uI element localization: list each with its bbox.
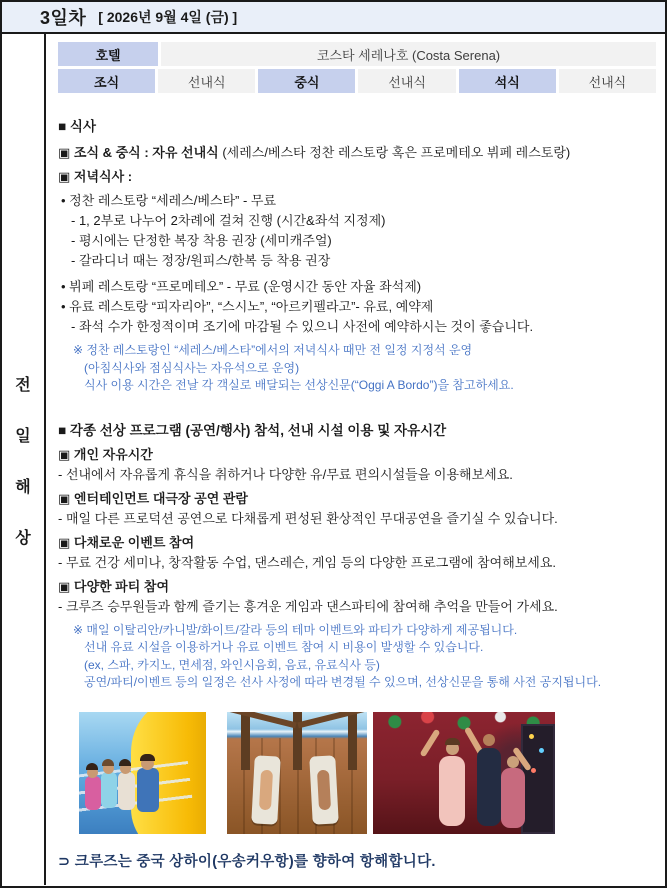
vertical-label-char: 전: [15, 377, 31, 394]
sail-destination-notice: ⊃ 크루즈는 중국 상하이(우송커우항)를 향하여 항해합니다.: [58, 853, 436, 870]
dinner-item: - 1, 2부로 나누어 2차례에 걸쳐 진행 (시간&좌석 지정제): [71, 213, 386, 228]
day-header: [2, 2, 665, 34]
pergola-post: [348, 712, 357, 770]
dinner-heading: ▣ 저녁식사 :: [58, 169, 133, 184]
dinner-item: - 좌석 수가 한정적이며 조기에 마감될 수 있으니 사전에 예약하시는 것이 좋습니다.: [71, 319, 534, 334]
program-note: ※ 매일 이탈리안/카니발/화이트/갈라 등의 테마 이벤트와 파티가 다양하게 제공됩니다.: [73, 622, 518, 637]
sun-loungers-deck-photo: [227, 712, 367, 834]
program-block-heading: ▣ 다채로운 이벤트 참여: [58, 534, 195, 550]
party-woman-figure: [439, 756, 465, 826]
program-block-heading: ▣ 엔터테인먼트 대극장 공연 관람: [58, 490, 248, 506]
program-note: 공연/파티/이벤트 등의 일정은 선사 사정에 따라 변경될 수 있으며, 선상신문을 통해 사전 공지됩니다.: [84, 675, 602, 689]
breakfast-label-cell: 조식: [58, 69, 155, 93]
program-block-desc: - 무료 건강 세미나, 창작활동 수업, 댄스레슨, 게임 등의 다양한 프로그램에 참여해보세요.: [58, 554, 557, 570]
slot-light: [539, 748, 544, 753]
casino-party-photo: [373, 712, 555, 834]
date-title: [ 2026년 9월 4일 (금) ]: [98, 9, 238, 25]
passenger-figure: [85, 776, 101, 810]
day-title: 3일차: [40, 8, 87, 28]
meal-note: (아침식사와 점심식사는 자유석으로 운영): [84, 360, 300, 375]
at-sea-vertical-label: [2, 372, 44, 548]
program-block-desc: - 크루즈 승무원들과 함께 즐기는 흥겨운 게임과 댄스파티에 참여해 추억을 만들어 가세요.: [58, 598, 558, 614]
breakfast-lunch-normal: (세레스/베스타 정찬 레스토랑 혹은 프로메테오 뷔페 레스토랑): [218, 145, 571, 160]
dinner-item: - 갈라디너 때는 정장/원피스/한복 등 착용 권장: [71, 253, 331, 268]
meal-note: ※ 정찬 레스토랑인 “세레스/베스타”에서의 저녁식사 때만 전 일정 지정석 운영: [73, 343, 473, 357]
meals-row: [58, 69, 656, 93]
passengers-deck-funnel-photo: [79, 712, 206, 834]
day-content: [46, 34, 666, 885]
pergola-post: [293, 712, 302, 770]
passenger-hair: [86, 763, 98, 770]
pergola-post: [241, 712, 250, 770]
vertical-label-char: 상: [15, 530, 31, 547]
party-man-head: [483, 734, 495, 746]
passenger-hair: [140, 754, 155, 761]
party-woman-hair: [445, 738, 460, 745]
meal-note: 식사 이용 시간은 전날 각 객실로 배달되는 선상신문(“Oggi A Bordo”)을 참고하세요.: [84, 378, 514, 392]
vertical-label-char: 해: [15, 479, 31, 496]
slot-light: [529, 734, 534, 739]
program-block-heading: ▣ 개인 자유시간: [58, 446, 153, 462]
sunbather-figure: [317, 769, 331, 810]
party-man-figure: [477, 748, 501, 826]
lunch-value-cell: 선내식: [358, 69, 455, 93]
slot-machines-shape: [521, 724, 555, 834]
vertical-label-char: 일: [15, 428, 31, 445]
breakfast-lunch-bold: ▣ 조식 & 중식 : 자유 선내식: [58, 145, 219, 160]
program-note: (ex, 스파, 카지노, 면세점, 와인시음회, 음료, 유료식사 등): [84, 657, 380, 672]
program-block-desc: - 선내에서 자유롭게 휴식을 취하거나 다양한 유/무료 편의시설들을 이용해보세요.: [58, 466, 513, 482]
program-notes: [58, 622, 656, 692]
breakfast-value-cell: 선내식: [158, 69, 255, 93]
raised-arm: [420, 728, 441, 757]
breakfast-lunch-line: [58, 143, 656, 163]
dinner-item: • 정찬 레스토랑 “세레스/베스타” - 무료: [61, 193, 277, 208]
passenger-figure: [118, 772, 135, 810]
program-note: 선내 유료 시설을 이용하거나 유료 이벤트 참여 시 비용이 발생할 수 있습니다.: [84, 640, 484, 654]
meals-section-title: ■ 식사: [58, 119, 96, 134]
dinner-label-cell: 석식: [459, 69, 556, 93]
passenger-figure: [137, 768, 159, 812]
photo-strip: [79, 712, 656, 834]
meal-notes: [58, 342, 656, 395]
program-block-desc: - 매일 다른 프로덕션 공연으로 다채롭게 편성된 환상적인 무대공연을 즐기실 수 있습니다.: [58, 510, 558, 526]
pergola-beam: [227, 712, 296, 728]
hotel-value-cell: 코스타 세레나호 (Costa Serena): [161, 42, 656, 66]
slot-light: [531, 768, 536, 773]
party-guest-figure: [501, 768, 525, 828]
dinner-item: • 뷔페 레스토랑 “프로메테오” - 무료 (운영시간 동안 자율 좌석제): [61, 279, 422, 294]
lunch-label-cell: 중식: [258, 69, 355, 93]
program-section-title: ■ 각종 선상 프로그램 (공연/행사) 참석, 선내 시설 이용 및 자유시간: [58, 422, 447, 438]
passenger-figure: [101, 772, 117, 808]
sunbather-figure: [259, 769, 273, 810]
dinner-item: - 평시에는 단정한 복장 착용 권장 (세미캐주얼): [71, 233, 332, 248]
hotel-row: [58, 42, 656, 66]
dinner-value-cell: 선내식: [559, 69, 656, 93]
passenger-hair: [102, 759, 114, 766]
program-block-heading: ▣ 다양한 파티 참여: [58, 578, 170, 594]
day-status-sidebar: [2, 34, 46, 885]
passenger-hair: [119, 759, 131, 766]
dinner-item: • 유료 레스토랑 “피자리아”, “스시노”, “아르키펠라고”- 유료, 예약제: [61, 299, 434, 314]
hotel-label-cell: 호텔: [58, 42, 158, 66]
